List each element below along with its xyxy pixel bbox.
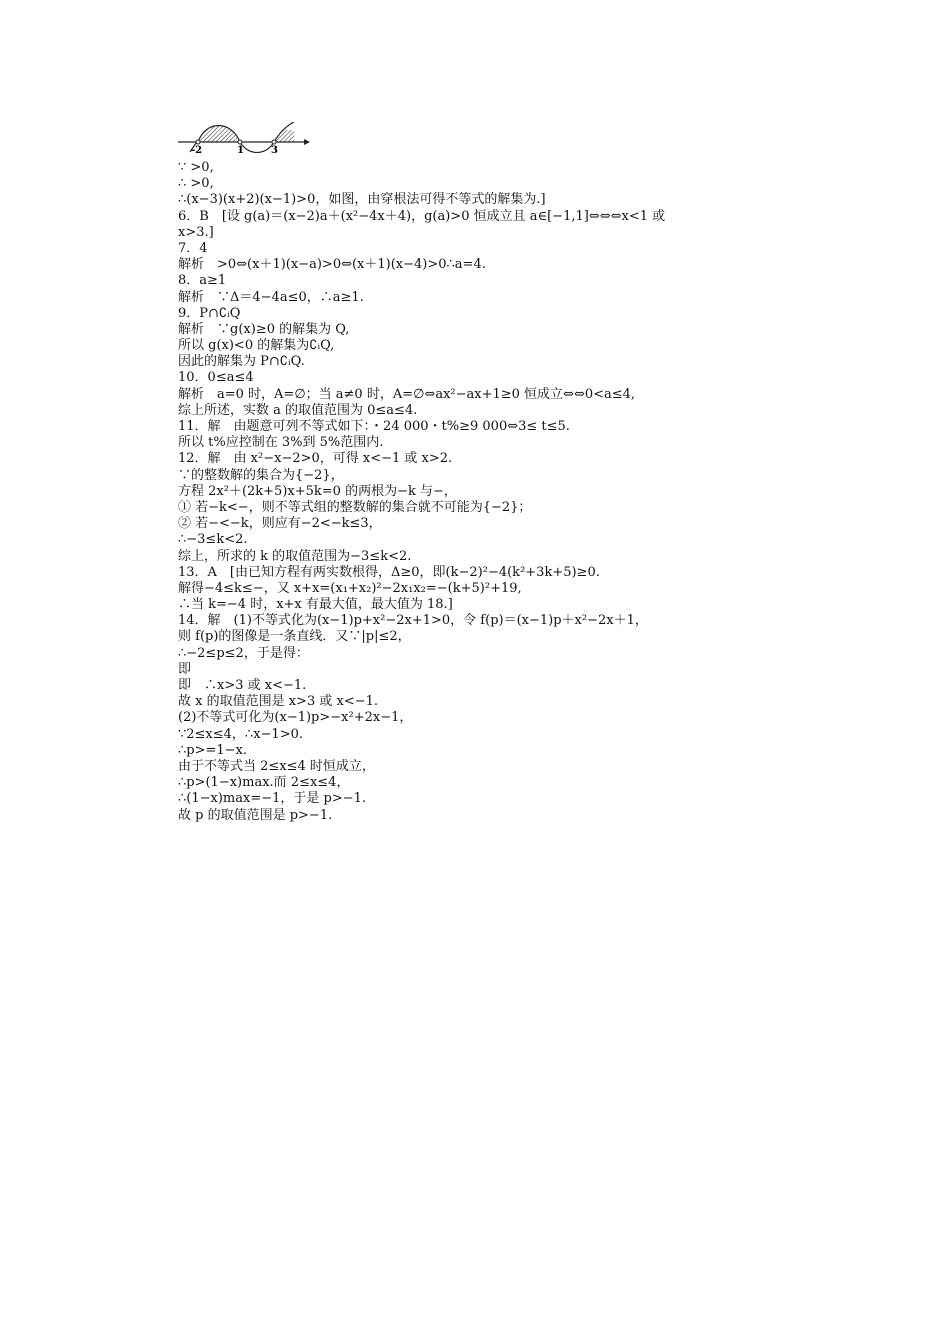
text-line: ∵的整数解的集合为{−2}，: [178, 467, 344, 483]
root-marker-minus2: [196, 140, 200, 144]
text-line: ∴−3≤k<2.: [178, 532, 248, 548]
text-line: 7．4: [178, 240, 208, 256]
text-line: ② 若−<−k，则应有−2<−k≤3，: [178, 516, 382, 532]
text-line: ∵2≤x≤4，∴x−1>0.: [178, 726, 303, 742]
text-line: 因此的解集为 P∩∁ᵢQ.: [178, 354, 305, 370]
text-line: ∴ >0,: [178, 176, 214, 192]
text-line: 10．0≤a≤4: [178, 370, 254, 386]
shaded-region-left: [198, 126, 240, 143]
text-line: ∴(1−x)max=−1，于是 p>−1.: [178, 791, 367, 807]
text-line: 方程 2x²＋(2k+5)x+5k=0 的两根为−k 与−，: [178, 483, 457, 499]
text-line: (2)不等式可化为(x−1)p>−x²+2x−1，: [178, 710, 413, 726]
text-line: 11．解 由题意可列不等式如下：・24 000・t%≥9 000⇔3≤ t≤5.: [178, 419, 570, 434]
text-line: ∴−2≤p≤2，于是得：: [178, 645, 309, 661]
text-line: 9．P∩∁ᵢQ: [178, 305, 241, 321]
text-line: 即 ∴x>3 或 x<−1.: [178, 678, 307, 693]
text-line: 解得−4≤k≤−，又 x+x=(x₁+x₂)²−2x₁x₂=−(k+5)²+19,: [178, 580, 522, 596]
text-line: 14．解 (1)不等式化为(x−1)p+x²−2x+1>0，令 f(p)＝(x−1)p＋x²−2x＋1，: [178, 613, 648, 629]
text-line: 解析 >0⇔(x＋1)(x−a)>0⇔(x＋1)(x−4)>0∴a=4.: [178, 257, 486, 273]
text-line: 8．a≥1: [178, 273, 227, 289]
text-line: 6．B [设 g(a)＝(x−2)a＋(x²−4x＋4)，g(a)>0 恒成立且 a∈[−1,1]⇔⇔⇔x<1 或: [178, 208, 666, 224]
text-line: 所以 t%应控制在 3%到 5%范围内.: [178, 435, 384, 451]
root-marker-1: [238, 140, 242, 144]
tick-label-3: 3: [271, 145, 278, 154]
text-line: 解析 ∵g(x)≥0 的解集为 Q,: [178, 321, 350, 337]
text-line: 则 f(p)的图像是一条直线．又∵|p|≤2，: [178, 629, 411, 645]
solution-text: [178, 160, 838, 824]
tick-label-minus2: -2: [191, 145, 203, 154]
text-line: ∴p>(1−x)max.而 2≤x≤4，: [178, 775, 350, 791]
text-line: 所以 g(x)<0 的解集为∁ᵢQ,: [178, 338, 335, 354]
text-line: ① 若−k<−，则不等式组的整数解的集合就不可能为{−2}；: [178, 499, 532, 515]
text-line: 由于不等式当 2≤x≤4 时恒成立，: [178, 758, 375, 774]
arrow-head-icon: [304, 139, 310, 145]
text-line: 故 p 的取值范围是 p>−1.: [178, 807, 333, 823]
text-line: 故 x 的取值范围是 x>3 或 x<−1.: [178, 694, 379, 710]
sign-chart-figure: [176, 122, 312, 154]
text-line: 综上，所求的 k 的取值范围为−3≤k<2.: [178, 548, 412, 564]
text-line: ∴当 k=−4 时，x+x 有最大值，最大值为 18.]: [178, 597, 453, 613]
tick-label-1: 1: [237, 145, 244, 154]
root-marker-3: [272, 140, 276, 144]
text-line: 即: [178, 661, 192, 677]
text-line: 12．解 由 x²−x−2>0，可得 x<−1 或 x>2.: [178, 451, 453, 467]
text-line: ∵ >0,: [178, 160, 214, 175]
text-line: ∴p>=1−x.: [178, 742, 248, 758]
text-line: ∴(x−3)(x+2)(x−1)>0，如图，由穿根法可得不等式的解集为.]: [178, 192, 546, 208]
text-line: 综上所述，实数 a 的取值范围为 0≤a≤4.: [178, 402, 418, 418]
text-line: 13．A [由已知方程有两实数根得，Δ≥0，即(k−2)²−4(k²+3k+5)≥0.: [178, 564, 600, 580]
text-line: 解析 a=0 时，A=∅；当 a≠0 时，A=∅⇔ax²−ax+1≥0 恒成立⇔⇔0<a≤4,: [178, 386, 636, 402]
text-line: 解析 ∵Δ＝4−4a≤0，∴a≥1.: [178, 289, 364, 305]
shaded-region-right: [274, 130, 294, 142]
text-line: x>3.]: [178, 224, 214, 240]
